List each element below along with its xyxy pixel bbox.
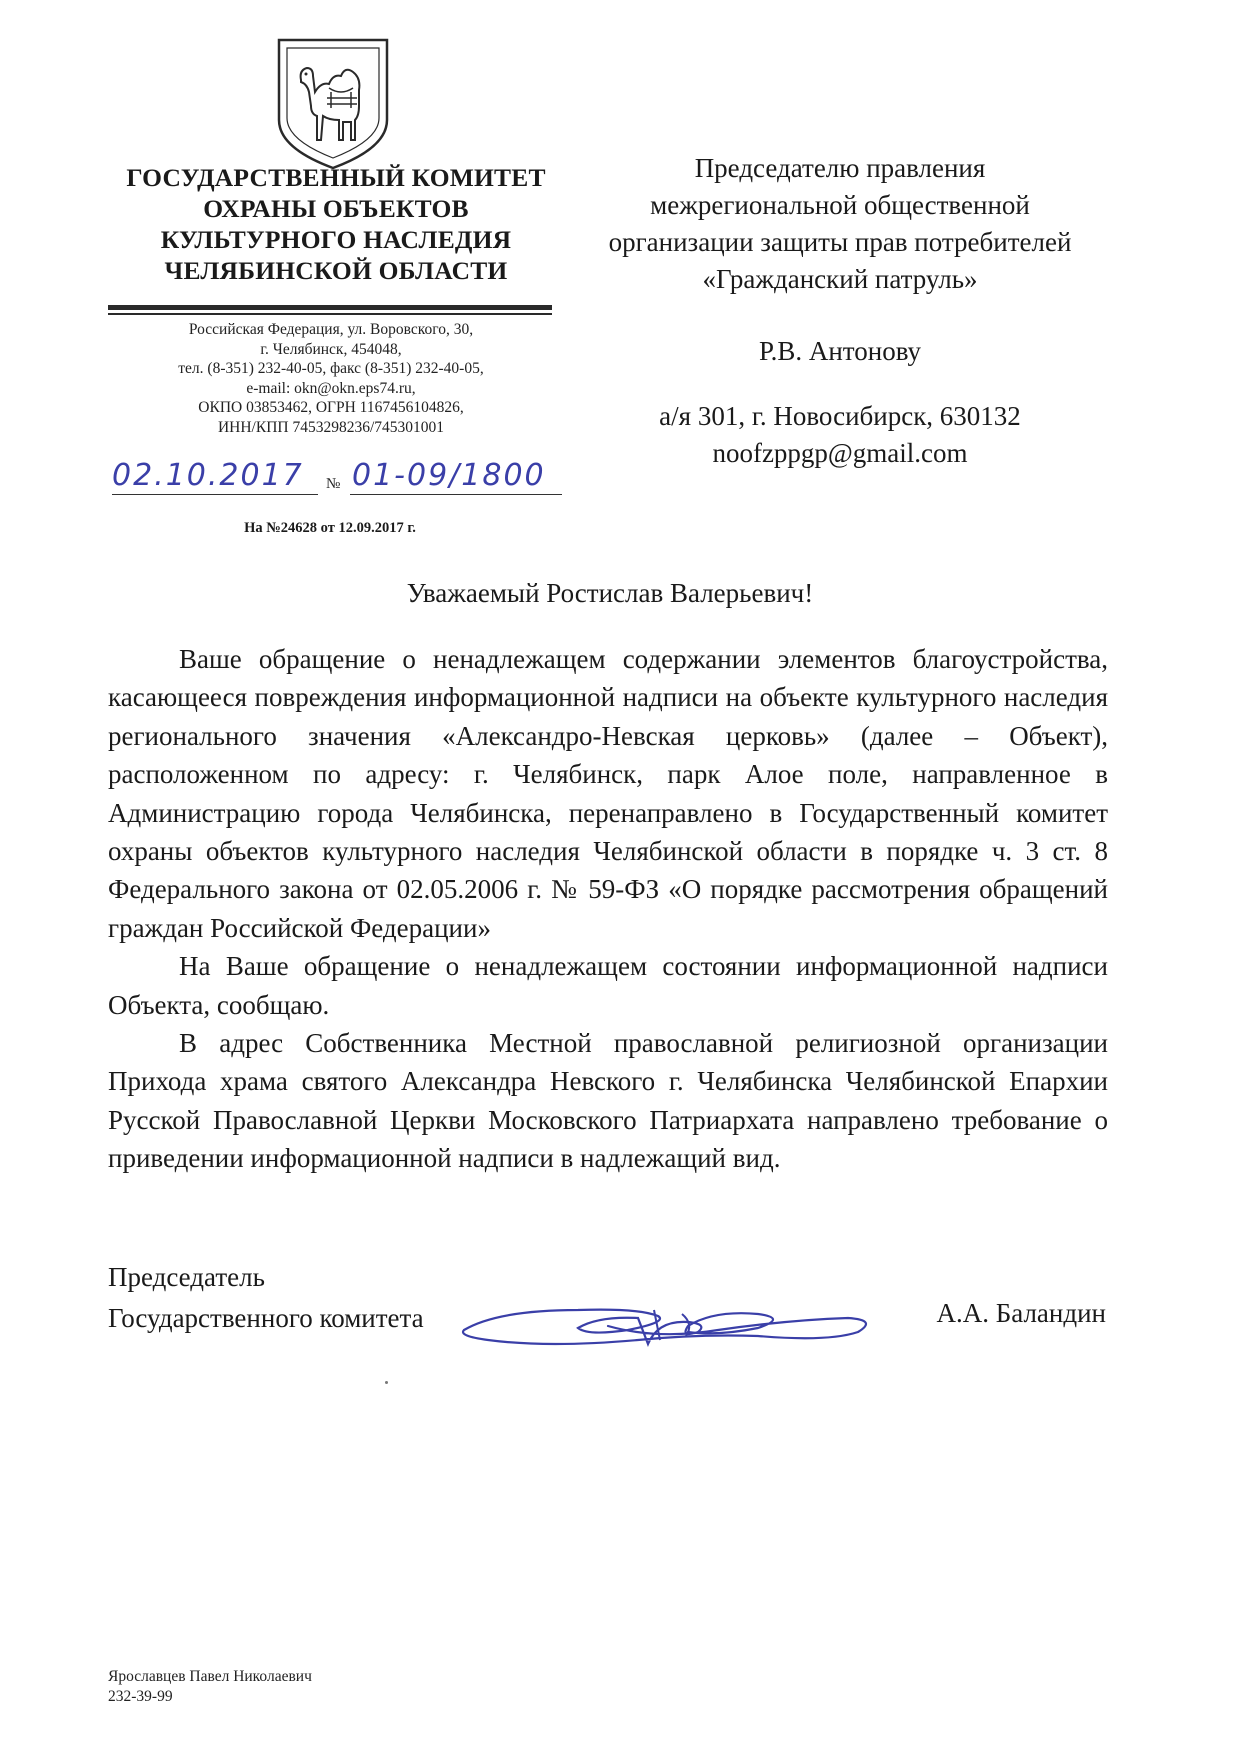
contact-line: тел. (8-351) 232-40-05, факс (8-351) 232-40-05, [178, 360, 484, 377]
registration-number-underline [350, 494, 562, 495]
contact-line: Российская Федерация, ул. Воровского, 30, [188, 321, 474, 338]
organization-name-line: КУЛЬТУРНОГО НАСЛЕДИЯ [160, 225, 512, 254]
contact-line: ИНН/КПП 7453298236/745301001 [217, 418, 445, 436]
letter-paragraph: На Ваше обращение о ненадлежащем состоянии информационной надписи Объекта, сообщаю. [108, 951, 1108, 1020]
in-reply-reference: На №24628 от 12.09.2017 г. [244, 520, 416, 536]
letter-paragraph: В адрес Собственника Местной православной религиозной организации Прихода храма святого Александра Невского г. Челябинска Челябинской Епархии Русской Православной Церкви Московского Патриархата направлено требование о приведении информационной надписи в надлежащий вид. [108, 1028, 1108, 1174]
addressee-email: noofzppgp@gmail.com [712, 438, 968, 468]
header-divider-thick [108, 305, 552, 310]
addressee-name: Р.В. Антонову [758, 336, 922, 366]
header-divider-thin [108, 313, 552, 315]
organization-contacts [118, 320, 544, 437]
addressee-block [580, 150, 1100, 472]
organization-name-line: ГОСУДАРСТВЕННЫЙ КОМИТЕТ [126, 163, 546, 192]
contact-line: e-mail: okn@okn.eps74.ru, [246, 379, 416, 397]
contact-line: ОКПО 03853462, ОГРН 1167456104826, [198, 399, 464, 416]
executor-info [108, 1667, 312, 1707]
organization-name-line: ЧЕЛЯБИНСКОЙ ОБЛАСТИ [164, 256, 508, 285]
handwritten-signature-icon [458, 1280, 878, 1360]
salutation: Уважаемый Ростислав Валерьевич! [406, 578, 814, 608]
contact-line: г. Челябинск, 454048, [260, 340, 402, 358]
signer-position-line: Председатель [108, 1262, 265, 1292]
addressee-address: а/я 301, г. Новосибирск, 630132 [659, 401, 1021, 431]
signer-position [108, 1257, 424, 1339]
organization-name [108, 162, 564, 286]
letter-body [108, 640, 1108, 1178]
addressee-position-line: «Гражданский патруль» [702, 264, 978, 294]
scan-speck [385, 1381, 388, 1384]
registration-date: 02.10.2017 [112, 458, 304, 493]
registration-date-underline [112, 494, 318, 495]
organization-name-line: ОХРАНЫ ОБЪЕКТОВ [203, 194, 469, 223]
coat-of-arms-icon [271, 36, 395, 172]
registration-number-label: № [326, 476, 341, 492]
addressee-position-line: межрегиональной общественной [650, 190, 1030, 220]
signer-position-line: Государственного комитета [108, 1303, 424, 1333]
addressee-position-line: организации защиты прав потребителей [608, 227, 1072, 257]
letter-paragraph: Ваше обращение о ненадлежащем содержании элементов благоустройства, касающееся повреждения информационной надписи на объекте культурного наследия регионального значения «Александро-Невская церковь» (далее – Объект), расположенном по адресу: г. Челябинск, парк Алое поле, направленное в Администрацию города Челябинска, перенаправлено в Государственный комитет охраны объектов культурного наследия Челябинской области в порядке ч. 3 ст. 8 Федерального закона от 02.05.2006 г. № 59-ФЗ «О порядке рассмотрения обращений граждан Российской Федерации» [108, 644, 1108, 943]
executor-name: Ярославцев Павел Николаевич [108, 1668, 312, 1685]
signer-name: А.А. Баландин [936, 1298, 1106, 1328]
executor-phone: 232-39-99 [108, 1688, 173, 1705]
registration-number: 01-09/1800 [352, 458, 546, 493]
addressee-position-line: Председателю правления [694, 153, 986, 183]
